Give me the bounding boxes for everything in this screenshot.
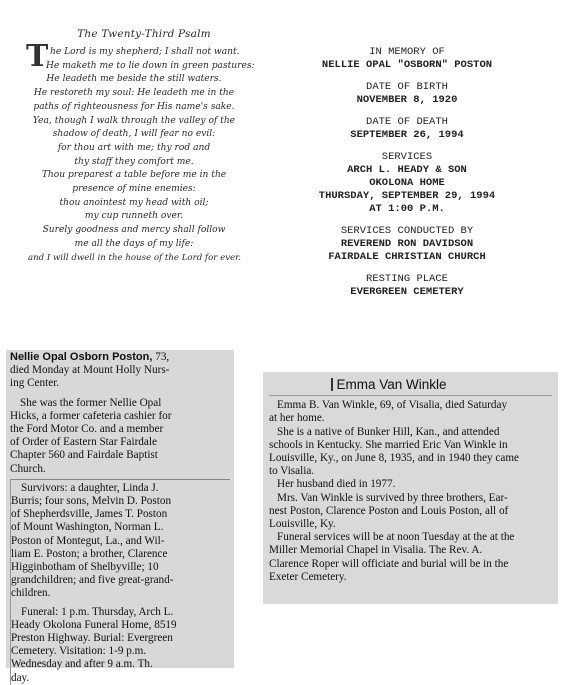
death-date: SEPTEMBER 26, 1994 xyxy=(350,129,464,141)
psalm-line: paths of righteousness for His name's sake. xyxy=(33,101,235,112)
obituary-line: died Monday at Mount Holly Nurs- xyxy=(10,364,170,377)
obituary-line: Her husband died in 1977. xyxy=(277,478,396,491)
memorial-card xyxy=(262,46,552,299)
psalm-line: for thou art with me; thy rod and xyxy=(57,142,211,153)
obituary-line: Louisville, Ky. xyxy=(269,518,336,531)
obituary-line: day. xyxy=(11,671,30,684)
obituary-line: nest Poston, Clarence Poston and Louis Poston, all of xyxy=(269,504,509,517)
obituary-line: ing Center. xyxy=(10,377,60,390)
psalm-line: He restoreth my soul: He leadeth me in the xyxy=(33,88,235,99)
obituary-line: at her home. xyxy=(269,412,325,425)
services-line: THURSDAY, SEPTEMBER 29, 1994 xyxy=(318,190,496,202)
services-line: ARCH L. HEADY & SON xyxy=(347,164,467,176)
obituary-name: Nellie Opal Osborn Poston, xyxy=(10,351,153,363)
obituary-line: of Mount Washington, Norman L. xyxy=(11,521,164,534)
obituary-line: of Shepherdsville, James T. Poston xyxy=(11,508,168,521)
resting-place: EVERGREEN CEMETERY xyxy=(350,286,464,298)
birth-date: NOVEMBER 8, 1920 xyxy=(356,94,458,106)
psalm-line: me all the days of my life: xyxy=(74,238,194,249)
psalm-line: Thou preparest a table before me in the xyxy=(41,170,227,181)
psalm-line: Surely goodness and mercy shall follow xyxy=(42,225,226,236)
obituary-header: Emma Van Winkle xyxy=(269,372,552,396)
obituary-clipping-poston xyxy=(6,350,234,684)
psalm-line: thou anointest my head with oil; xyxy=(59,197,209,208)
obituary-line: of Order of Eastern Star Fairdale xyxy=(10,436,157,449)
obituary-line: She is a native of Bunker Hill, Kan., and attended xyxy=(277,425,500,438)
conducted-label: SERVICES CONDUCTED BY xyxy=(340,225,474,237)
obituary-line: the Ford Motor Co. and a member xyxy=(10,423,164,436)
obituary-line: liam E. Poston; a brother, Clarence xyxy=(11,547,168,560)
psalm-line: He leadeth me beside the still waters. xyxy=(46,74,222,85)
obituary-line: children. xyxy=(11,587,51,600)
birth-label: DATE OF BIRTH xyxy=(366,81,448,93)
obituary-line: Miller Memorial Chapel in Visalia. The Rev. A. xyxy=(269,544,483,557)
psalm-text xyxy=(18,39,255,265)
psalm-line: and I will dwell in the house of the Lord for ever. xyxy=(28,252,242,263)
obituary-line: Funeral: 1 p.m. Thursday, Arch L. xyxy=(21,605,174,618)
obituary-line: Emma B. Van Winkle, 69, of Visalia, died Saturday xyxy=(277,399,508,412)
conducted-line: REVEREND RON DAVIDSON xyxy=(340,238,474,250)
obituary-line: Funeral services will be at noon Tuesday at the at the xyxy=(277,531,515,544)
psalm-line: he Lord is my shepherd; I shall not want. xyxy=(50,47,240,57)
obituary-line: Higginbotham of Shelbyville; 10 xyxy=(11,561,159,574)
services-line: AT 1:00 P.M. xyxy=(369,203,445,215)
obituary-line: Survivors: a daughter, Linda J. xyxy=(21,481,159,494)
services-label: SERVICES xyxy=(381,151,433,163)
obituary-line: Cemetery. Visitation: 1-9 p.m. xyxy=(11,645,147,658)
psalm-title: The Twenty-Third Psalm xyxy=(77,28,211,40)
psalm-card xyxy=(18,28,255,318)
death-label: DATE OF DEATH xyxy=(366,116,448,128)
resting-label: RESTING PLACE xyxy=(366,273,448,285)
obituary-line: Church. xyxy=(10,462,46,475)
obituary-line: Poston of Montegut, La., and Wil- xyxy=(11,534,165,547)
obituary-line: Mrs. Van Winkle is survived by three brothers, Ear- xyxy=(277,491,508,504)
obituary-line: Hicks, a former cafeteria cashier for xyxy=(10,409,172,422)
obituary-line: Burris; four sons, Melvin D. Poston xyxy=(11,495,172,508)
obituary-line: Louisville, Ky., on June 8, 1935, and in 1940 they came xyxy=(269,452,520,465)
header-rule-icon xyxy=(331,378,333,391)
obituary-clipping-van-winkle xyxy=(263,372,558,604)
psalm-line: my cup runneth over. xyxy=(84,211,184,222)
psalm-dropcap: T xyxy=(26,39,49,74)
obituary-line: Exeter Cemetery. xyxy=(269,570,347,583)
psalm-line: thy staff they comfort me. xyxy=(74,156,194,167)
services-line: OKOLONA HOME xyxy=(369,177,445,189)
conducted-line: FAIRDALE CHRISTIAN CHURCH xyxy=(328,251,486,263)
psalm-line: shadow of death, I will fear no evil: xyxy=(52,129,216,140)
deceased-name: NELLIE OPAL "OSBORN" POSTON xyxy=(321,59,493,71)
obituary-line: Wednesday and after 9 a.m. Th. xyxy=(11,658,153,671)
obituary-line: grandchildren; and five great-grand- xyxy=(11,574,174,587)
obituary-line: Chapter 560 and Fairdale Baptist xyxy=(10,449,158,462)
obituary-line: Clarence Roper will officiate and burial will be in the xyxy=(269,557,509,570)
obituary-line: Preston Highway. Burial: Evergreen xyxy=(11,632,173,645)
obituary-line: Nellie Opal Osborn Poston, 73, xyxy=(10,351,170,363)
psalm-line: Yea, though I walk through the valley of the xyxy=(32,115,236,126)
psalm-line: presence of mine enemies: xyxy=(72,184,196,195)
psalm-line: He maketh me to lie down in green pastures: xyxy=(46,60,255,71)
obituary-line: Heady Okolona Funeral Home, 8519 xyxy=(11,618,177,631)
obituary-line: She was the former Nellie Opal xyxy=(20,396,162,409)
obituary-line: to Visalia. xyxy=(269,465,315,478)
in-memory-label: IN MEMORY OF xyxy=(369,46,445,58)
obituary-line: schools in Kentucky. She married Eric Van Winkle in xyxy=(269,438,508,451)
